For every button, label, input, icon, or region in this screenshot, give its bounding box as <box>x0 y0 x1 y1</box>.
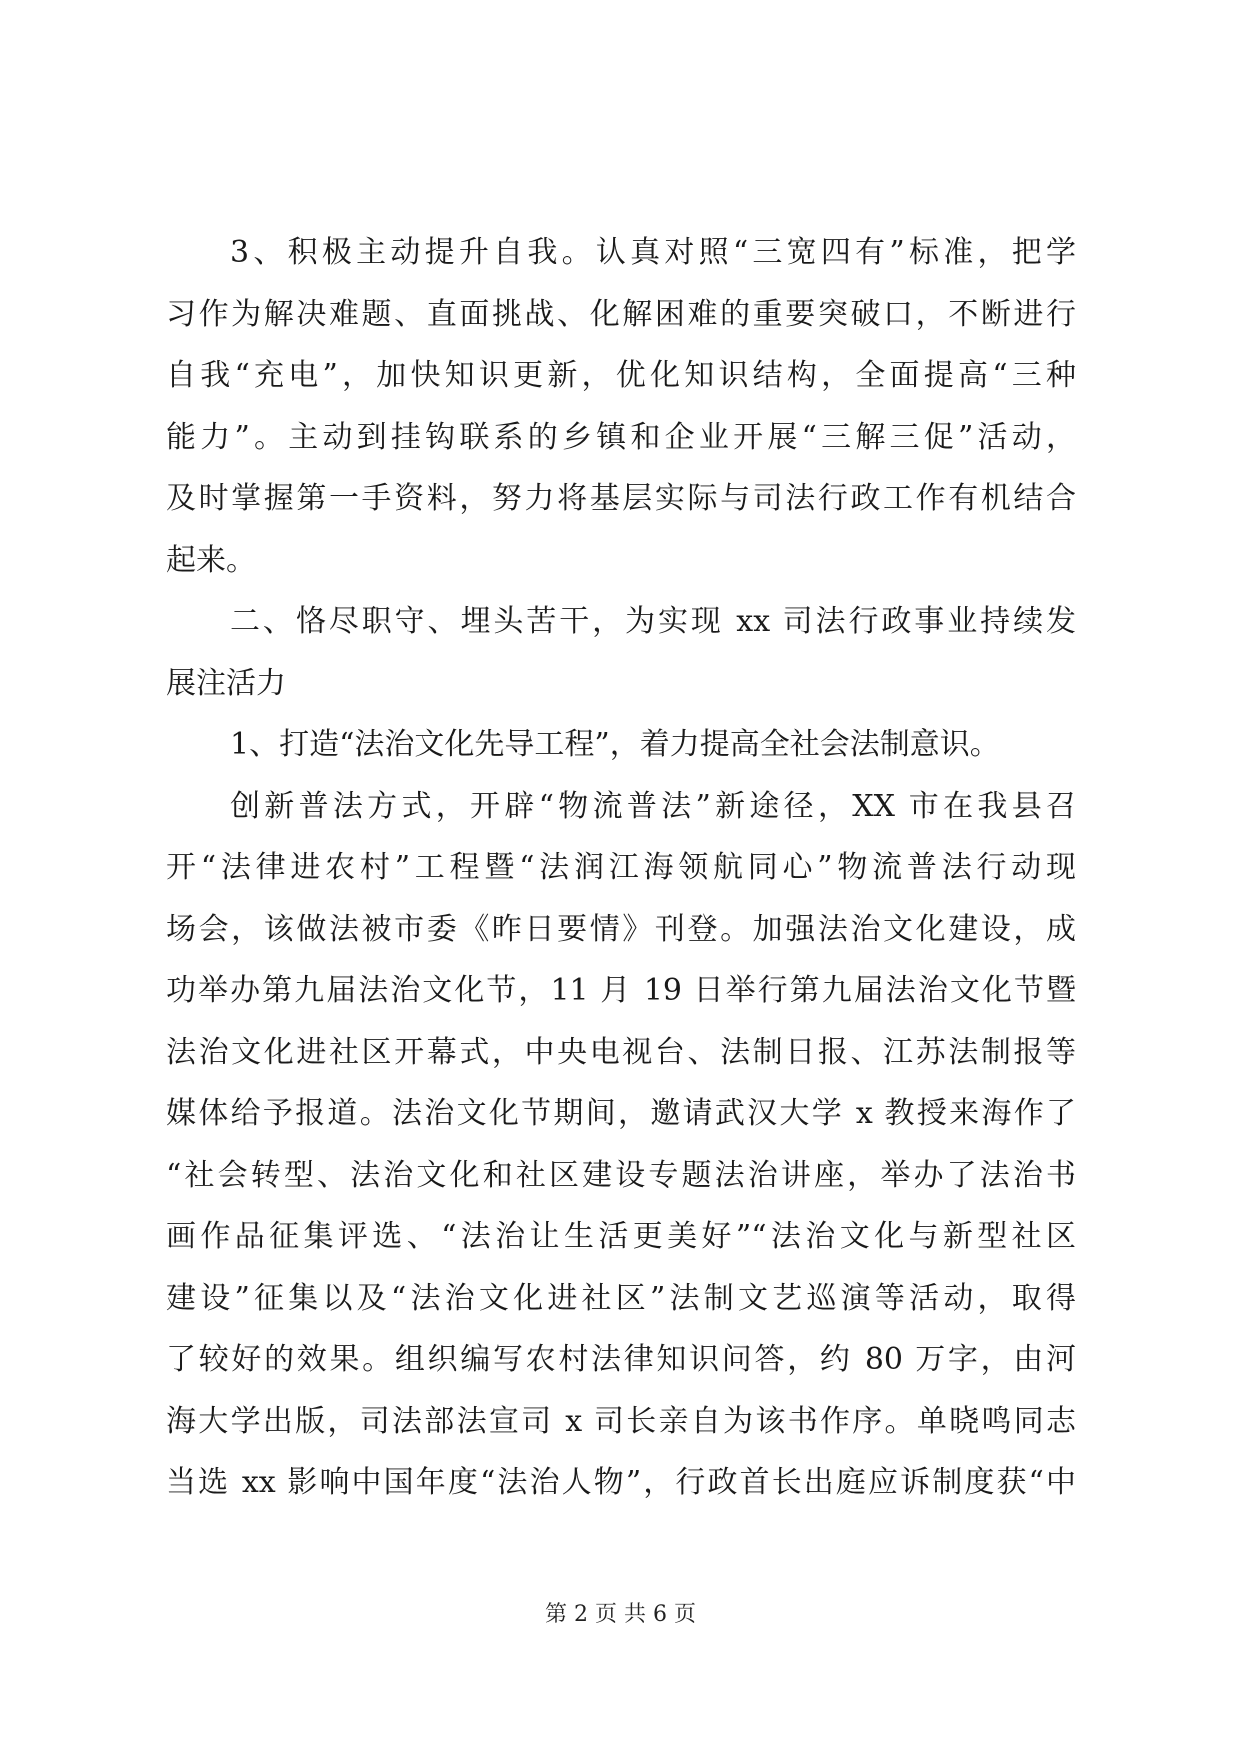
paragraph-line: 习作为解决难题、直面挑战、化解困难的重要突破口，不断进行 <box>166 296 1076 332</box>
paragraph-line: 自我“充电”，加快知识更新，优化知识结构，全面提高“三种 <box>166 358 1076 393</box>
paragraph-line: 能力”。主动到挂钩联系的乡镇和企业开展“三解三促”活动， <box>166 419 1076 455</box>
paragraph-line: 法治文化进社区开幕式，中央电视台、法制日报、江苏法制报等 <box>166 1034 1076 1070</box>
subsection-heading: 1、打造“法治文化先导工程”，着力提高全社会法制意识。 <box>230 727 1000 762</box>
paragraph-line: 及时掌握第一手资料，努力将基层实际与司法行政工作有机结合 <box>166 481 1076 516</box>
paragraph-line: 海大学出版，司法部法宣司 x 司长亲自为该书作序。单晓鸣同志 <box>166 1403 1076 1439</box>
section-heading-line: 二、恪尽职守、埋头苦干，为实现 xx 司法行政事业持续发 <box>230 604 1076 639</box>
paragraph-line: 了较好的效果。组织编写农村法律知识问答，约 80 万字，由河 <box>166 1342 1076 1377</box>
paragraph-line: 开“法律进农村”工程暨“法润江海领航同心”物流普法行动现 <box>166 850 1076 885</box>
section-heading-line: 展注活力 <box>166 665 286 701</box>
paragraph-line: 起来。 <box>166 542 256 578</box>
paragraph-line: 建设”征集以及“法治文化进社区”法制文艺巡演等活动，取得 <box>166 1280 1076 1316</box>
paragraph-line: 媒体给予报道。法治文化节期间，邀请武汉大学 x 教授来海作了 <box>166 1096 1076 1131</box>
paragraph-line: 3、积极主动提升自我。认真对照“三宽四有”标准，把学 <box>230 235 1076 270</box>
paragraph-line: 当选 xx 影响中国年度“法治人物”，行政首长出庭应诉制度获“中 <box>166 1465 1076 1500</box>
paragraph-line: 功举办第九届法治文化节，11 月 19 日举行第九届法治文化节暨 <box>166 973 1076 1008</box>
paragraph-line: 场会，该做法被市委《昨日要情》刊登。加强法治文化建设，成 <box>166 911 1076 947</box>
paragraph-line: “社会转型、法治文化和社区建设专题法治讲座，举办了法治书 <box>166 1157 1076 1193</box>
page-number-footer: 第 2 页 共 6 页 <box>545 1602 696 1627</box>
paragraph-line: 画作品征集评选、“法治让生活更美好”“法治文化与新型社区 <box>166 1219 1076 1254</box>
document-body <box>166 222 1076 1514</box>
paragraph-line: 创新普法方式，开辟“物流普法”新途径，XX 市在我县召 <box>230 788 1076 824</box>
